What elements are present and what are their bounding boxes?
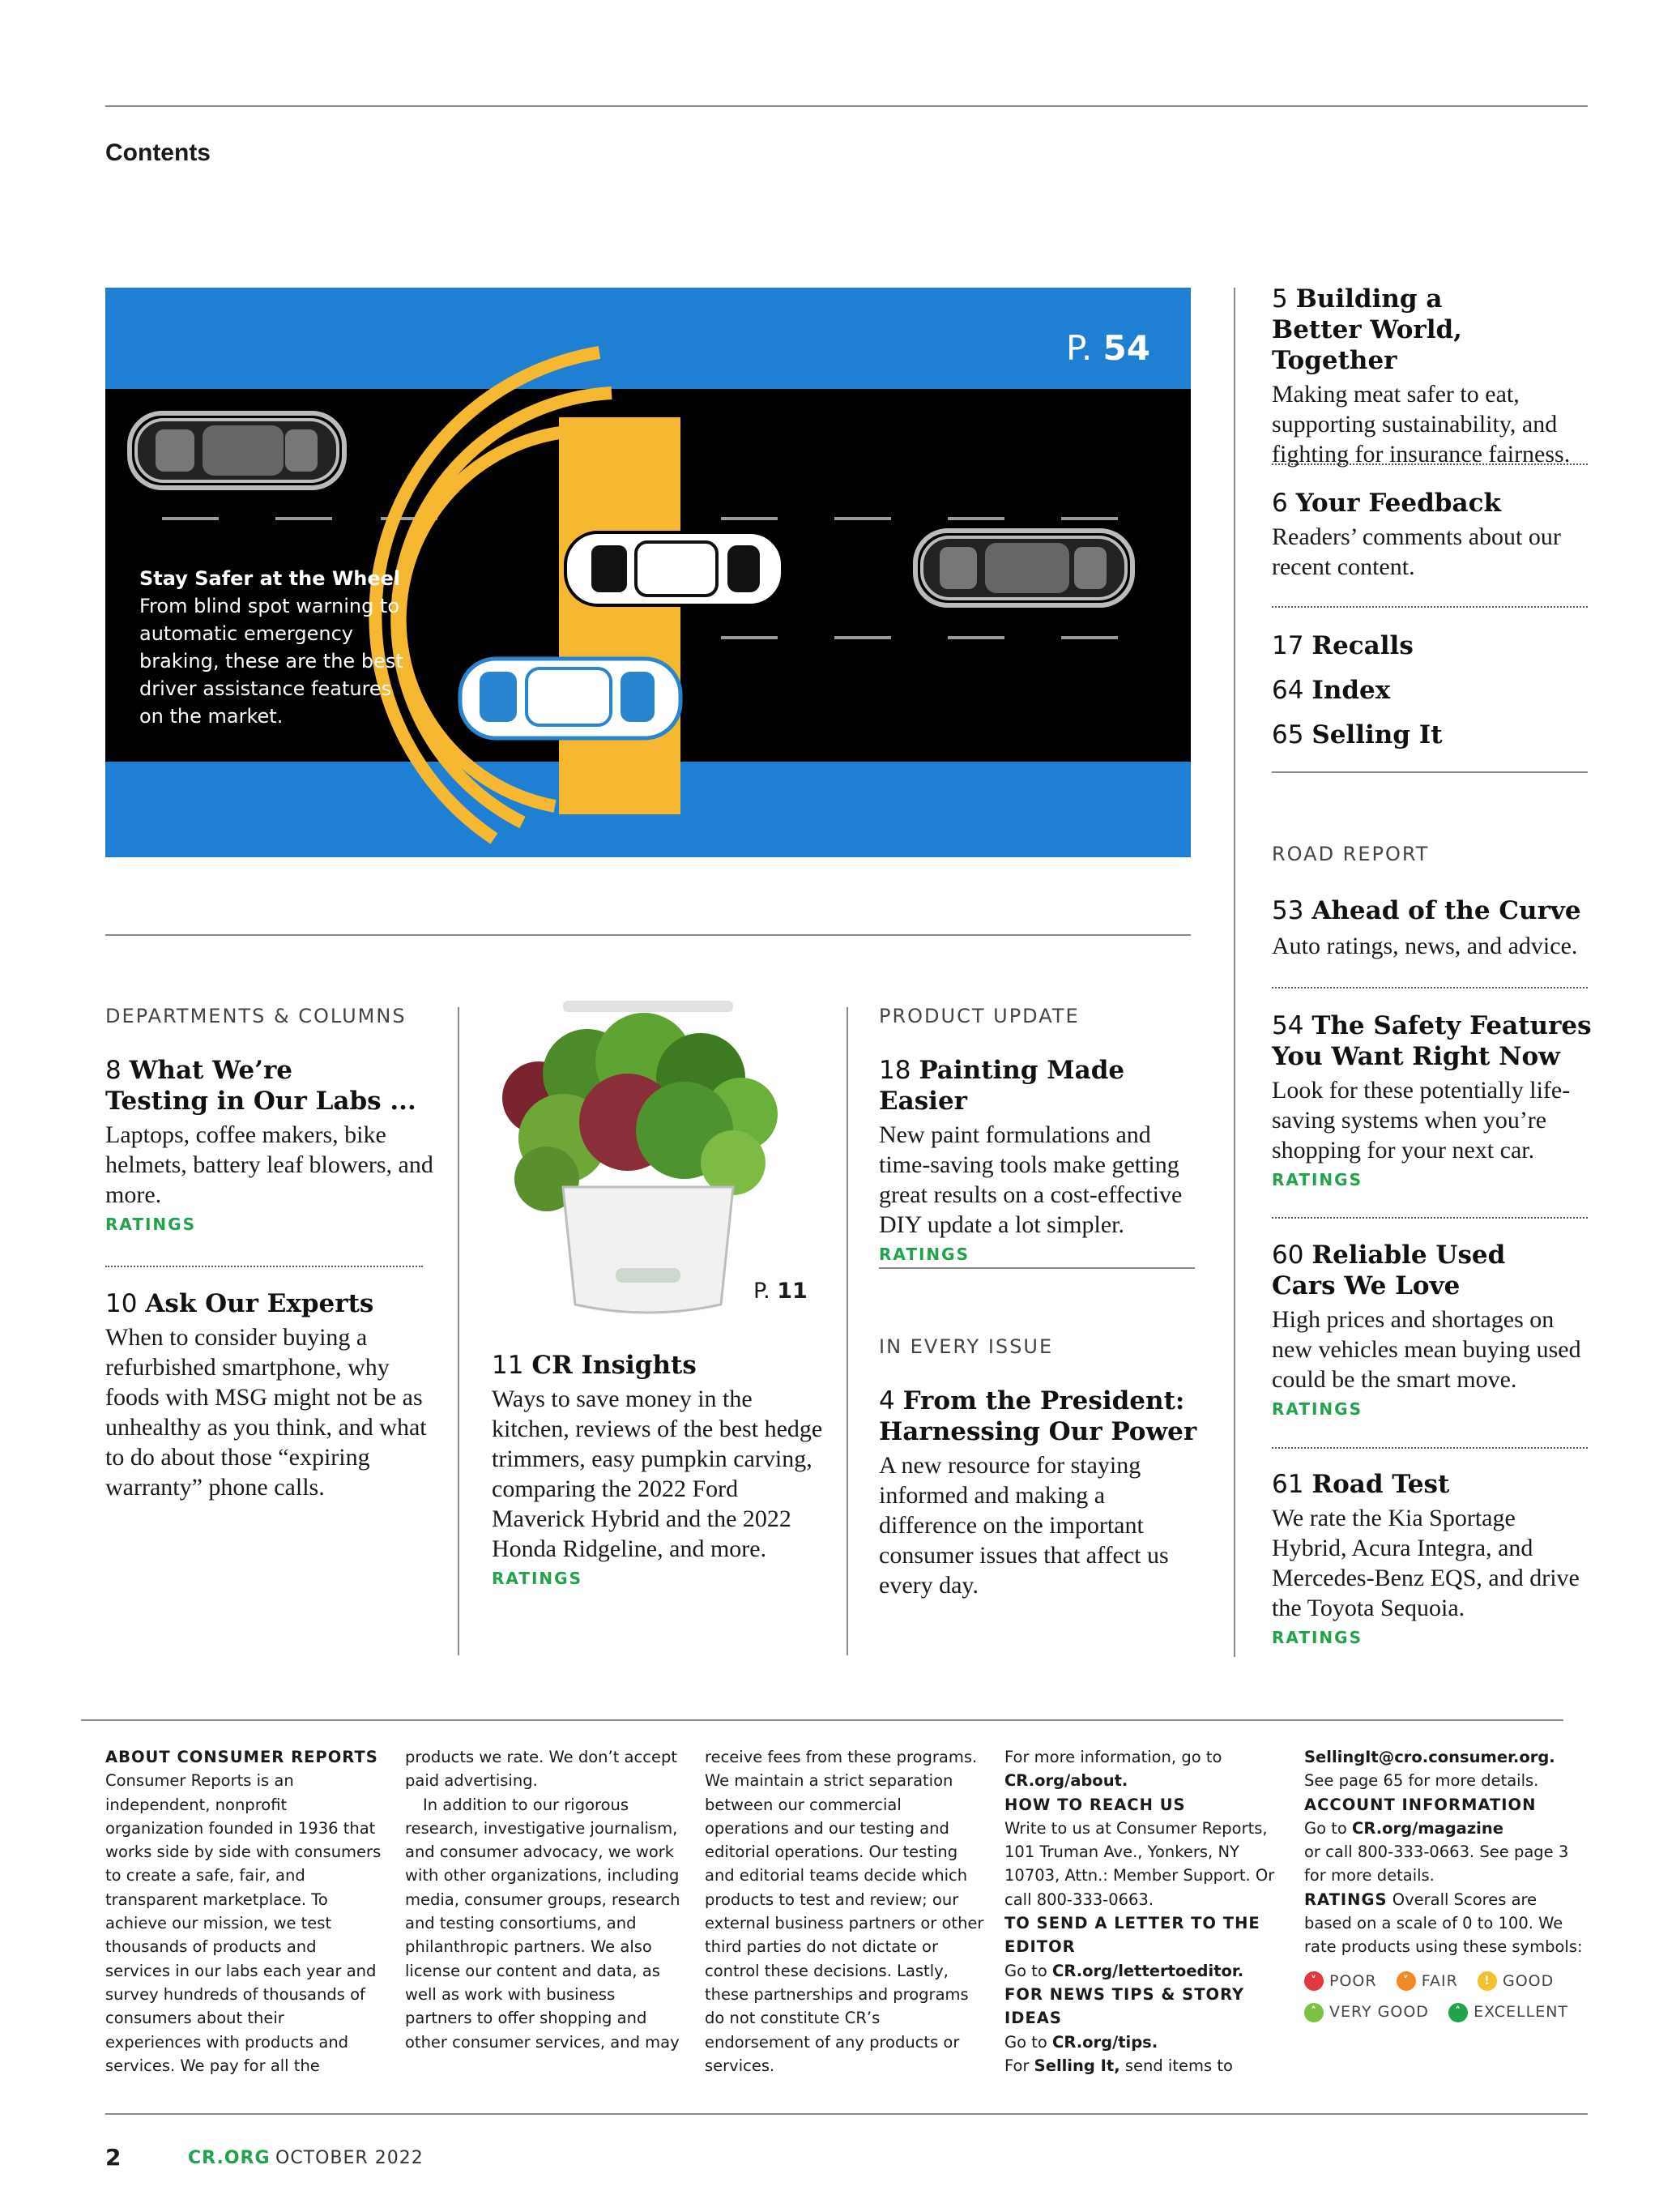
hero-illustration bbox=[105, 288, 1191, 857]
chevron-up-icon: ˄ bbox=[1304, 2003, 1324, 2022]
car-blue-highlight bbox=[460, 659, 680, 738]
product-update-kicker: PRODUCT UPDATE bbox=[879, 1005, 1080, 1027]
divider-dots bbox=[105, 1266, 423, 1267]
account-col: SellingIt@cro.consumer.org. See page 65 for more details. ACCOUNT INFORMATION Go to CR.org/magazine or call 800-333-0663. See page 3 for more details. RATINGS Overall Scores are based on a scale of 0 to 100. We rate products using these symbols: ˅ POOR ˅ FAIR ! GOOD ˄ VERY GOOD ˄ EXCELLENT bbox=[1304, 1745, 1588, 2024]
quick-item-index[interactable]: 64 Index bbox=[1272, 676, 1391, 705]
section-rule bbox=[105, 934, 1191, 936]
product-update-entry-18[interactable]: 18 Painting Made Easier New paint formulations and time-saving tools make getting great results on a cost-effective DIY update a lot simpler. RATINGS bbox=[879, 1055, 1203, 1264]
sensor-zone bbox=[559, 417, 680, 814]
hero-caption bbox=[139, 565, 407, 730]
product-update-rule bbox=[879, 1267, 1195, 1269]
about-link[interactable]: CR.org/about. bbox=[1004, 1771, 1128, 1791]
footer-site-link[interactable]: CR.ORG bbox=[188, 2148, 271, 2168]
hero-caption-title: Stay Safer at the Wheel bbox=[139, 567, 401, 590]
ratings-tag: RATINGS bbox=[492, 1569, 582, 1588]
quick-list bbox=[1272, 630, 1592, 750]
right-top-entry-5[interactable]: 5 Building a Better World, Together Making meat safer to eat, supporting sustainability, and fighting for insurance fairness. bbox=[1272, 284, 1571, 468]
chevron-down-icon: ˅ bbox=[1397, 1971, 1416, 1991]
every-issue-kicker: IN EVERY ISSUE bbox=[879, 1335, 1054, 1358]
middle-column-divider bbox=[847, 1007, 848, 1655]
road-report-kicker: ROAD REPORT bbox=[1272, 843, 1430, 865]
rating-symbol-good: ! GOOD bbox=[1478, 1970, 1554, 1993]
rating-symbol-excellent: ˄ EXCELLENT bbox=[1448, 2001, 1568, 2024]
magazine-link[interactable]: CR.org/magazine bbox=[1352, 1818, 1503, 1838]
footer-date: OCTOBER 2022 bbox=[275, 2148, 424, 2168]
every-issue-entry-4[interactable]: 4 From the President: Harnessing Our Power A new resource for staying informed and making a difference on the important consumer issues that affect us every day. bbox=[879, 1386, 1197, 1599]
chevron-down-icon: ˅ bbox=[1304, 1971, 1324, 1991]
car-gray-right bbox=[915, 531, 1132, 605]
indoor-garden-image bbox=[474, 1001, 806, 1325]
insights-entry-11[interactable]: 11 CR Insights Ways to save money in the kitchen, reviews of the best hedge trimmers, easy pumpkin carving, comparing the 2022 Ford Maverick Hybrid and the 2022 Honda Ridgeline, and more. RATINGS bbox=[492, 1350, 832, 1588]
quick-list-rule bbox=[1272, 771, 1588, 773]
fine-print-rule bbox=[81, 1719, 1563, 1721]
footer-rule bbox=[105, 2113, 1588, 2115]
hero-caption-body: From blind spot warning to automatic emergency braking, these are the best driver assistance features on the market. bbox=[139, 595, 403, 728]
divider-dots bbox=[1272, 606, 1588, 608]
leafy-greens bbox=[502, 1013, 778, 1211]
quick-item-selling-it[interactable]: 65 Selling It bbox=[1272, 720, 1443, 749]
ratings-tag: RATINGS bbox=[1272, 1170, 1363, 1189]
about-col-2: products we rate. We don’t accept paid advertising. In addition to our rigorous research, investigative journalism, and consumer advocacy, we work with other organizations, including media, consumer groups, research and testing consortiums, and philanthropic partners. We also license our content and data, as well as work with business partners to offer shopping and other consumer services, and may bbox=[405, 1748, 680, 2052]
right-column-divider bbox=[1234, 288, 1235, 1657]
ratings-tag: RATINGS bbox=[105, 1215, 196, 1234]
divider-dots bbox=[1272, 1217, 1588, 1219]
ratings-tag: RATINGS bbox=[1272, 1628, 1363, 1647]
road-report-entry-60[interactable]: 60 Reliable Used Cars We Love High prices and shortages on new vehicles mean buying used could be the smart move. RATINGS bbox=[1272, 1240, 1596, 1419]
divider-dots bbox=[1272, 1447, 1588, 1449]
ratings-tag: RATINGS bbox=[1272, 1399, 1363, 1419]
rating-symbol-fair: ˅ FAIR bbox=[1397, 1970, 1458, 1993]
chevron-up-icon: ˄ bbox=[1448, 2003, 1468, 2022]
rating-symbols-row-1 bbox=[1304, 1967, 1588, 1993]
planter-pot bbox=[563, 1187, 733, 1313]
page-number: 2 bbox=[105, 2144, 122, 2171]
road-report-entry-54[interactable]: 54 The Safety Features You Want Right Now Look for these potentially life-saving systems when you’re shopping for your next car. RATINGS bbox=[1272, 1010, 1596, 1189]
left-column-divider bbox=[458, 1007, 459, 1655]
rating-symbol-poor: ˅ POOR bbox=[1304, 1970, 1377, 1993]
exclamation-icon: ! bbox=[1478, 1971, 1497, 1991]
hero-page-ref: P. 54 bbox=[1066, 328, 1150, 368]
rating-symbol-very-good: ˄ VERY GOOD bbox=[1304, 2001, 1429, 2024]
road-report-entry-61[interactable]: 61 Road Test We rate the Kia Sportage Hybrid, Acura Integra, and Mercedes-Benz EQS, and drive the Toyota Sequoia. RATINGS bbox=[1272, 1469, 1596, 1647]
car-gray-left bbox=[130, 413, 344, 488]
rating-symbols-row-2 bbox=[1304, 1998, 1588, 2024]
about-col-3: receive fees from these programs. We maintain a strict separation between our commercial operations and our testing and editorial operations. Our testing and editorial teams decide which products to test and review; our external business partners or other third parties do not dictate or control these decisions. Lastly, these partnerships and programs do not constitute CR’s endorsement of any products or services. bbox=[705, 1748, 984, 2075]
department-entry-10[interactable]: 10 Ask Our Experts When to consider buying a refurbished smartphone, why foods with MSG might not be as unhealthy as you think, and what to do about those “expiring warranty” phone calls. bbox=[105, 1289, 427, 1501]
departments-kicker: DEPARTMENTS & COLUMNS bbox=[105, 1005, 407, 1027]
insights-page-ref: P. 11 bbox=[753, 1279, 808, 1304]
about-col-1: ABOUT CONSUMER REPORTS Consumer Reports is an independent, nonprofit organization founded in 1936 that works side by side with consumers to create a safe, fair, and transparent marketplace. To achieve our mission, we test thousands of products and services in our labs each year and survey hundreds of thousands of consumers about their experiences with products and services. We pay for all the bbox=[105, 1748, 382, 2075]
road-report-entry-53[interactable]: 53 Ahead of the Curve Auto ratings, news, and advice. bbox=[1272, 896, 1581, 959]
letter-link[interactable]: CR.org/lettertoeditor. bbox=[1052, 1961, 1244, 1980]
page-title: Contents bbox=[105, 139, 211, 166]
right-top-entry-6[interactable]: 6 Your Feedback Readers’ comments about our recent content. bbox=[1272, 489, 1561, 580]
divider-dots bbox=[1272, 463, 1588, 465]
top-rule bbox=[105, 105, 1588, 107]
ratings-tag: RATINGS bbox=[879, 1245, 970, 1264]
department-entry-8[interactable]: 8 What We’re Testing in Our Labs ... Laptops, coffee makers, bike helmets, battery leaf blowers, and more. RATINGS bbox=[105, 1055, 437, 1234]
contact-col: For more information, go to CR.org/about. HOW TO REACH US Write to us at Consumer Reports, 101 Truman Ave., Yonkers, NY 10703, Attn.: Member Support. Or call 800-333-0663. TO SEND A LETTER TO THE EDITOR Go to CR.org/lettertoeditor. FOR NEWS TIPS & STORY IDEAS Go to CR.org/tips. For Selling It, send items to bbox=[1004, 1748, 1275, 2075]
car-white-center bbox=[565, 532, 783, 605]
tips-link[interactable]: CR.org/tips. bbox=[1052, 2032, 1158, 2052]
divider-dots bbox=[1272, 987, 1588, 989]
quick-item-recalls[interactable]: 17 Recalls bbox=[1272, 631, 1414, 660]
selling-email-link[interactable]: SellingIt@cro.consumer.org. bbox=[1304, 1748, 1555, 1766]
